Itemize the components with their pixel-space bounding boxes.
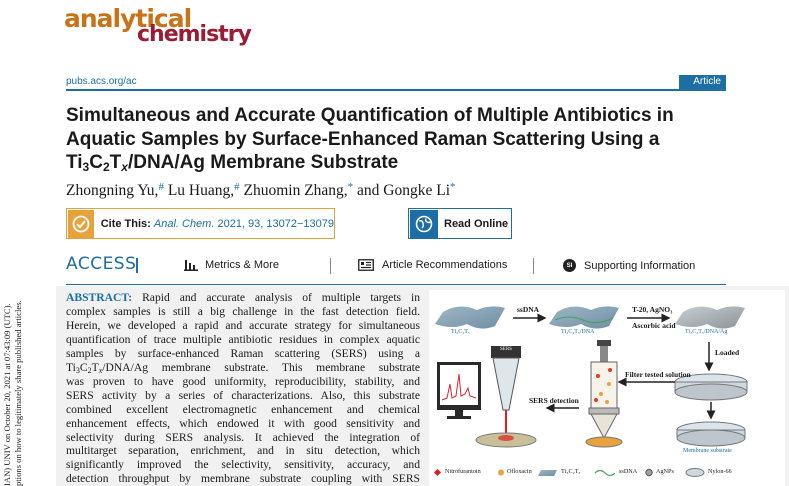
journal-url-link[interactable]: pubs.acs.org/ac [66, 76, 137, 87]
article-recommendations-link[interactable] [358, 259, 507, 271]
label-ascorbic-acid: Ascorbic acid [632, 321, 676, 330]
abstract-line: combined excellent electromagnetic enhancement and chemical [66, 402, 420, 416]
article-title [66, 104, 746, 180]
legend-ofloxacin: Ofloxacin [507, 468, 532, 475]
ti3c2tx-sheet [435, 306, 505, 328]
label-ssdna: ssDNA [517, 305, 540, 314]
access-separator [330, 258, 331, 274]
abstract-line: significantly improved the selectivity, sensitivity, accuracy, and [66, 458, 420, 472]
header-divider [66, 89, 726, 91]
toc-illustration [429, 290, 785, 486]
article-type-badge: Article [679, 75, 726, 89]
abstract-line: complex samples is still a big challenge in the fast detection field. [66, 304, 420, 318]
metrics-more-link[interactable] [184, 259, 279, 271]
legend-nitrofurantoin: Nitrofurantoin [445, 468, 481, 475]
label-sers-detection: SERS detection [529, 396, 579, 405]
corresponding-author-mark[interactable]: * [450, 181, 456, 193]
metrics-more-label: Metrics & More [205, 259, 279, 271]
abstract-line: detection throughput by membrane substrate coupling with SERS [66, 472, 420, 486]
supporting-information-label: Supporting Information [584, 259, 696, 272]
abstract-line: $Ti_3C_2T_x/DNA/Ag$ membrane substrate. This membrane substrate [66, 360, 420, 375]
abstract-line: SERS activity by a series of characterizations. Also, this substrate [66, 388, 420, 402]
author-list [66, 181, 456, 200]
title-line: $Ti_3C_2T_x/DNA/Ag$ Membrane Substrate [66, 152, 399, 174]
legend-ssdna: ssDNA [619, 468, 638, 475]
title-line: Simultaneous and Accurate Quantification of Multiple Antibiotics in [66, 105, 674, 126]
read-online-button[interactable] [408, 208, 512, 239]
author-name[interactable]: Zhuomin Zhang, [239, 182, 348, 199]
cite-this-button[interactable] [66, 208, 335, 239]
legend-agnps: AgNPs [656, 468, 674, 475]
journal-logo[interactable] [64, 4, 274, 48]
logo-word-chemistry: chemistry [137, 22, 251, 47]
abstract-heading: ABSTRACT: [66, 291, 133, 304]
label-membrane-substrate: Membrane substrate [683, 448, 732, 454]
label-ti3c2tx-dna-ag: Ti₃C₂Tₓ/DNA/Ag [685, 329, 728, 335]
access-label: ACCESS [66, 254, 137, 274]
abstract-line: quantification of trace multiple antibiotic residues in complex aquatic [66, 332, 420, 346]
abstract-text [66, 291, 420, 486]
legend-nylon66: Nylon-66 [708, 468, 732, 475]
access-divider [136, 258, 138, 273]
abstract-line: enhancement effects, which endowed it with good sensitivity and [66, 416, 420, 430]
author-name[interactable]: Lu Huang, [163, 182, 235, 199]
globe-icon [410, 210, 438, 238]
corresponding-author-mark[interactable]: * [347, 181, 354, 193]
citation-text: Cite This: Anal. Chem. 2021, 93, 13072−13079 [100, 217, 334, 230]
read-online-label: Read Online [444, 217, 509, 230]
toc-graphic [429, 290, 785, 486]
download-watermark [0, 258, 40, 486]
label-ti3c2tx: Ti₃C₂Tₓ [451, 329, 470, 335]
abstract-line: multitarget separation, enrichment, and in situ detection, which [66, 444, 420, 458]
recommendations-icon [358, 259, 374, 271]
abstract-line: Herein, we developed a rapid and accurate strategy for simultaneous [66, 318, 420, 332]
label-ti3c2tx-dna: Ti₃C₂Tₓ/DNA [561, 329, 595, 335]
supporting-information-link[interactable] [563, 259, 695, 272]
check-icon [68, 210, 94, 238]
abstract-line: samples by surface-enhanced Raman scattering (SERS) using a [66, 346, 420, 360]
legend-ti3c2tx: Ti₃C₂Tₓ [561, 468, 581, 475]
title-line: Aquatic Samples by Surface-Enhanced Raman Scattering Using a [66, 128, 660, 150]
watermark-line: IAN) UNIV on October 20, 2021 at 07:43:09 (UTC). [2, 303, 12, 486]
watermark-line: ptions on how to legitimately share published articles. [13, 300, 23, 486]
label-t20-agno3: T-20, AgNO₃ [632, 305, 673, 314]
journal-abbrev: Anal. Chem. [153, 217, 215, 230]
ti3c2tx-dna-ag-sheet [675, 306, 745, 328]
access-bar [66, 256, 726, 278]
label-sers-instrument: SERS [500, 347, 512, 352]
access-separator [533, 258, 534, 274]
abstract-line: ABSTRACT: Rapid and accurate analysis of multiple targets in [66, 291, 420, 304]
equal-contribution-mark: # [234, 181, 240, 193]
logo-word-analytical: analytical [64, 4, 192, 33]
ti3c2tx-dna-sheet [549, 306, 619, 328]
abstract-line: selectivity during SERS analysis. It achieved the integration of [66, 430, 420, 444]
si-icon: SI [563, 259, 576, 272]
label-filter-tested-solution: Filter tested solution [625, 370, 691, 379]
access-divider-line [66, 284, 726, 285]
article-recommendations-label: Article Recommendations [382, 259, 508, 271]
bar-chart-icon [184, 259, 198, 271]
equal-contribution-mark: # [158, 181, 164, 193]
abstract-line: was proven to have good uniformity, reproducibility, stability, and [66, 374, 420, 388]
label-loaded: Loaded [715, 348, 740, 357]
author-name[interactable]: and Gongke Li [353, 182, 451, 199]
author-name[interactable]: Zhongning Yu, [66, 182, 159, 199]
